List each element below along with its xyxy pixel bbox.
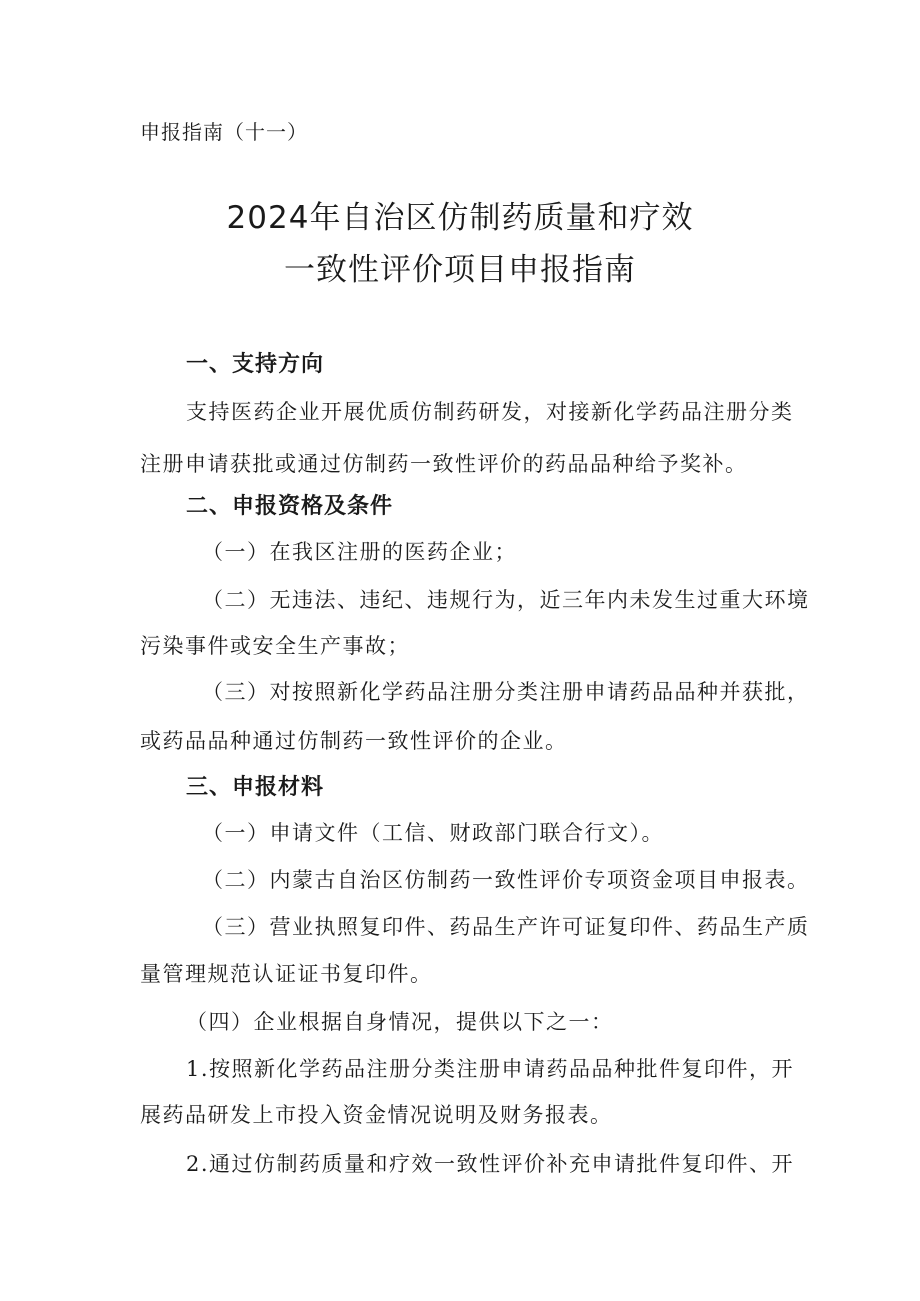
section-3-heading: 三、申报材料: [186, 775, 325, 800]
section-1-paragraph-line-2: 注册申请获批或通过仿制药一致性评价的药品品种给予奖补。: [140, 452, 748, 476]
section-2-item-3-line-1: （三）对按照新化学药品注册分类注册申请药品品种并获批，: [202, 680, 810, 704]
section-2-item-3-line-2: 或药品品种通过仿制药一致性评价的企业。: [140, 729, 568, 753]
section-3-sub-1-line-2: 展药品研发上市投入资金情况说明及财务报表。: [140, 1103, 613, 1127]
doc-title-line-1: 2024年自治区仿制药质量和疗效: [226, 200, 694, 236]
section-1-paragraph-line-1: 支持医药企业开展优质仿制药研发，对接新化学药品注册分类: [186, 400, 794, 424]
section-3-sub-2-line-1: 2.通过仿制药质量和疗效一致性评价补充申请批件复印件、开: [186, 1152, 795, 1176]
section-3-item-3-line-1: （三）营业执照复印件、药品生产许可证复印件、药品生产质: [202, 915, 810, 939]
section-3-item-4: （四）企业根据自身情况，提供以下之一：: [186, 1010, 614, 1034]
section-3-item-3-line-2: 量管理规范认证证书复印件。: [140, 962, 433, 986]
section-3-item-1: （一）申请文件（工信、财政部门联合行文）。: [202, 821, 664, 845]
section-2-heading: 二、申报资格及条件: [186, 494, 394, 519]
section-2-item-2-line-2: 污染事件或安全生产事故；: [140, 634, 410, 658]
doc-label: 申报指南（十一）: [140, 120, 308, 144]
section-1-heading: 一、支持方向: [186, 352, 325, 377]
section-3-item-2: （二）内蒙古自治区仿制药一致性评价专项资金项目申报表。: [202, 868, 810, 892]
section-3-sub-1-line-1: 1.按照新化学药品注册分类注册申请药品品种批件复印件，开: [186, 1057, 795, 1081]
section-2-item-1: （一）在我区注册的医药企业；: [202, 540, 517, 564]
section-2-item-2-line-1: （二）无违法、违纪、违规行为，近三年内未发生过重大环境: [202, 588, 810, 612]
doc-title-line-2: 一致性评价项目申报指南: [284, 252, 636, 288]
